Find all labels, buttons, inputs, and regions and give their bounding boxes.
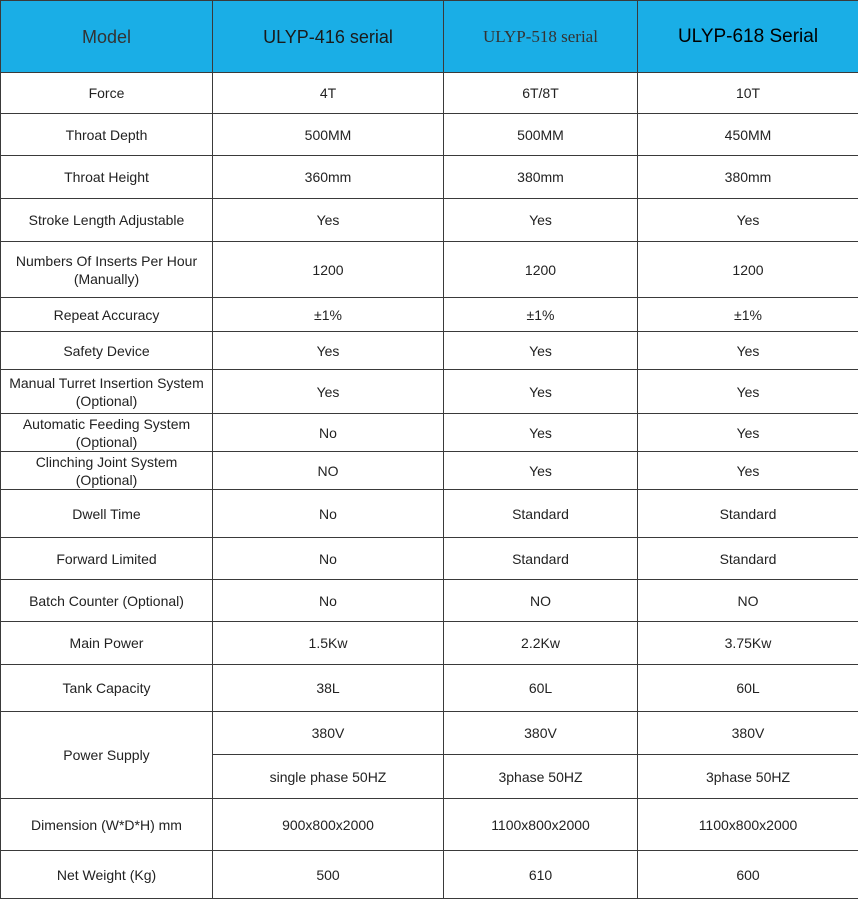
cell-ulyp-416: Yes	[213, 199, 444, 242]
cell-ulyp-416: 1.5Kw	[213, 622, 444, 665]
cell-ulyp-618: NO	[638, 580, 858, 622]
cell-ulyp-618: Standard	[638, 538, 858, 580]
cell-ulyp-416: 4T	[213, 73, 444, 114]
cell-ulyp-518: Standard	[444, 538, 638, 580]
cell-ulyp-518: 1200	[444, 242, 638, 298]
table-row-repeat-accuracy	[1, 298, 858, 332]
cell-ulyp-416: ±1%	[213, 298, 444, 332]
table-row-tank-capacity	[1, 665, 858, 712]
cell-ulyp-416: Yes	[213, 370, 444, 414]
table-row-throat-height	[1, 156, 858, 199]
row-label: Power Supply	[1, 712, 213, 799]
cell-ulyp-518: 3phase 50HZ	[444, 755, 638, 799]
table-row-net-weight	[1, 851, 858, 899]
cell-ulyp-518: 500MM	[444, 114, 638, 156]
cell-ulyp-518: Yes	[444, 370, 638, 414]
table-row-main-power	[1, 622, 858, 665]
header-ulyp-618: ULYP-618 Serial	[638, 1, 858, 73]
row-label: Main Power	[1, 622, 213, 665]
cell-ulyp-618: Yes	[638, 414, 858, 452]
cell-ulyp-518: 60L	[444, 665, 638, 712]
cell-ulyp-416: No	[213, 490, 444, 538]
cell-ulyp-518: Yes	[444, 199, 638, 242]
row-label: Net Weight (Kg)	[1, 851, 213, 899]
cell-ulyp-618: Yes	[638, 452, 858, 490]
cell-ulyp-518: 380mm	[444, 156, 638, 199]
cell-ulyp-416: 500	[213, 851, 444, 899]
cell-ulyp-618: 380mm	[638, 156, 858, 199]
row-label: Force	[1, 73, 213, 114]
header-row	[1, 1, 858, 73]
cell-ulyp-518: 380V	[444, 712, 638, 755]
table-row-dwell-time	[1, 490, 858, 538]
table-row-manual-turret	[1, 370, 858, 414]
cell-ulyp-518: Yes	[444, 332, 638, 370]
row-label: Forward Limited	[1, 538, 213, 580]
cell-ulyp-618: Yes	[638, 370, 858, 414]
header-ulyp-518: ULYP-518 serial	[444, 1, 638, 73]
cell-ulyp-416: NO	[213, 452, 444, 490]
row-label: Throat Height	[1, 156, 213, 199]
table-row-throat-depth	[1, 114, 858, 156]
row-label: Dwell Time	[1, 490, 213, 538]
cell-ulyp-518: Standard	[444, 490, 638, 538]
cell-ulyp-618: 60L	[638, 665, 858, 712]
cell-ulyp-518: NO	[444, 580, 638, 622]
table-row-force	[1, 73, 858, 114]
table-row-clinching-joint	[1, 452, 858, 490]
cell-ulyp-416: No	[213, 538, 444, 580]
table-row-dimension	[1, 799, 858, 851]
cell-ulyp-518: ±1%	[444, 298, 638, 332]
cell-ulyp-416: No	[213, 580, 444, 622]
row-label: Automatic Feeding System (Optional)	[1, 414, 213, 452]
header-model: Model	[1, 1, 213, 73]
table-row-stroke-length	[1, 199, 858, 242]
cell-ulyp-518: Yes	[444, 414, 638, 452]
row-label: Throat Depth	[1, 114, 213, 156]
cell-ulyp-416: 38L	[213, 665, 444, 712]
table-row-safety-device	[1, 332, 858, 370]
table-row-power-supply	[1, 712, 858, 755]
cell-ulyp-518: 1100x800x2000	[444, 799, 638, 851]
row-label: Clinching Joint System (Optional)	[1, 452, 213, 490]
cell-ulyp-518: 6T/8T	[444, 73, 638, 114]
row-label: Batch Counter (Optional)	[1, 580, 213, 622]
table-row-forward-limited	[1, 538, 858, 580]
header-ulyp-416: ULYP-416 serial	[213, 1, 444, 73]
cell-ulyp-416: No	[213, 414, 444, 452]
cell-ulyp-618: Yes	[638, 199, 858, 242]
cell-ulyp-618: ±1%	[638, 298, 858, 332]
cell-ulyp-618: 3phase 50HZ	[638, 755, 858, 799]
row-label: Repeat Accuracy	[1, 298, 213, 332]
cell-ulyp-618: 3.75Kw	[638, 622, 858, 665]
cell-ulyp-416: Yes	[213, 332, 444, 370]
cell-ulyp-416: 1200	[213, 242, 444, 298]
cell-ulyp-416: 500MM	[213, 114, 444, 156]
cell-ulyp-618: Yes	[638, 332, 858, 370]
row-label: Safety Device	[1, 332, 213, 370]
cell-ulyp-618: 600	[638, 851, 858, 899]
table-row-batch-counter	[1, 580, 858, 622]
cell-ulyp-518: Yes	[444, 452, 638, 490]
row-label: Tank Capacity	[1, 665, 213, 712]
cell-ulyp-518: 610	[444, 851, 638, 899]
cell-ulyp-416: 360mm	[213, 156, 444, 199]
row-label: Stroke Length Adjustable	[1, 199, 213, 242]
cell-ulyp-416: 380V	[213, 712, 444, 755]
cell-ulyp-618: 1200	[638, 242, 858, 298]
cell-ulyp-618: 450MM	[638, 114, 858, 156]
row-label: Dimension (W*D*H) mm	[1, 799, 213, 851]
cell-ulyp-618: 380V	[638, 712, 858, 755]
table-row-automatic-feeding	[1, 414, 858, 452]
cell-ulyp-618: 1100x800x2000	[638, 799, 858, 851]
row-label: Manual Turret Insertion System (Optional)	[1, 370, 213, 414]
cell-ulyp-416: single phase 50HZ	[213, 755, 444, 799]
row-label: Numbers Of Inserts Per Hour (Manually)	[1, 242, 213, 298]
cell-ulyp-416: 900x800x2000	[213, 799, 444, 851]
cell-ulyp-618: 10T	[638, 73, 858, 114]
table-row-inserts-per-hour	[1, 242, 858, 298]
cell-ulyp-518: 2.2Kw	[444, 622, 638, 665]
cell-ulyp-618: Standard	[638, 490, 858, 538]
